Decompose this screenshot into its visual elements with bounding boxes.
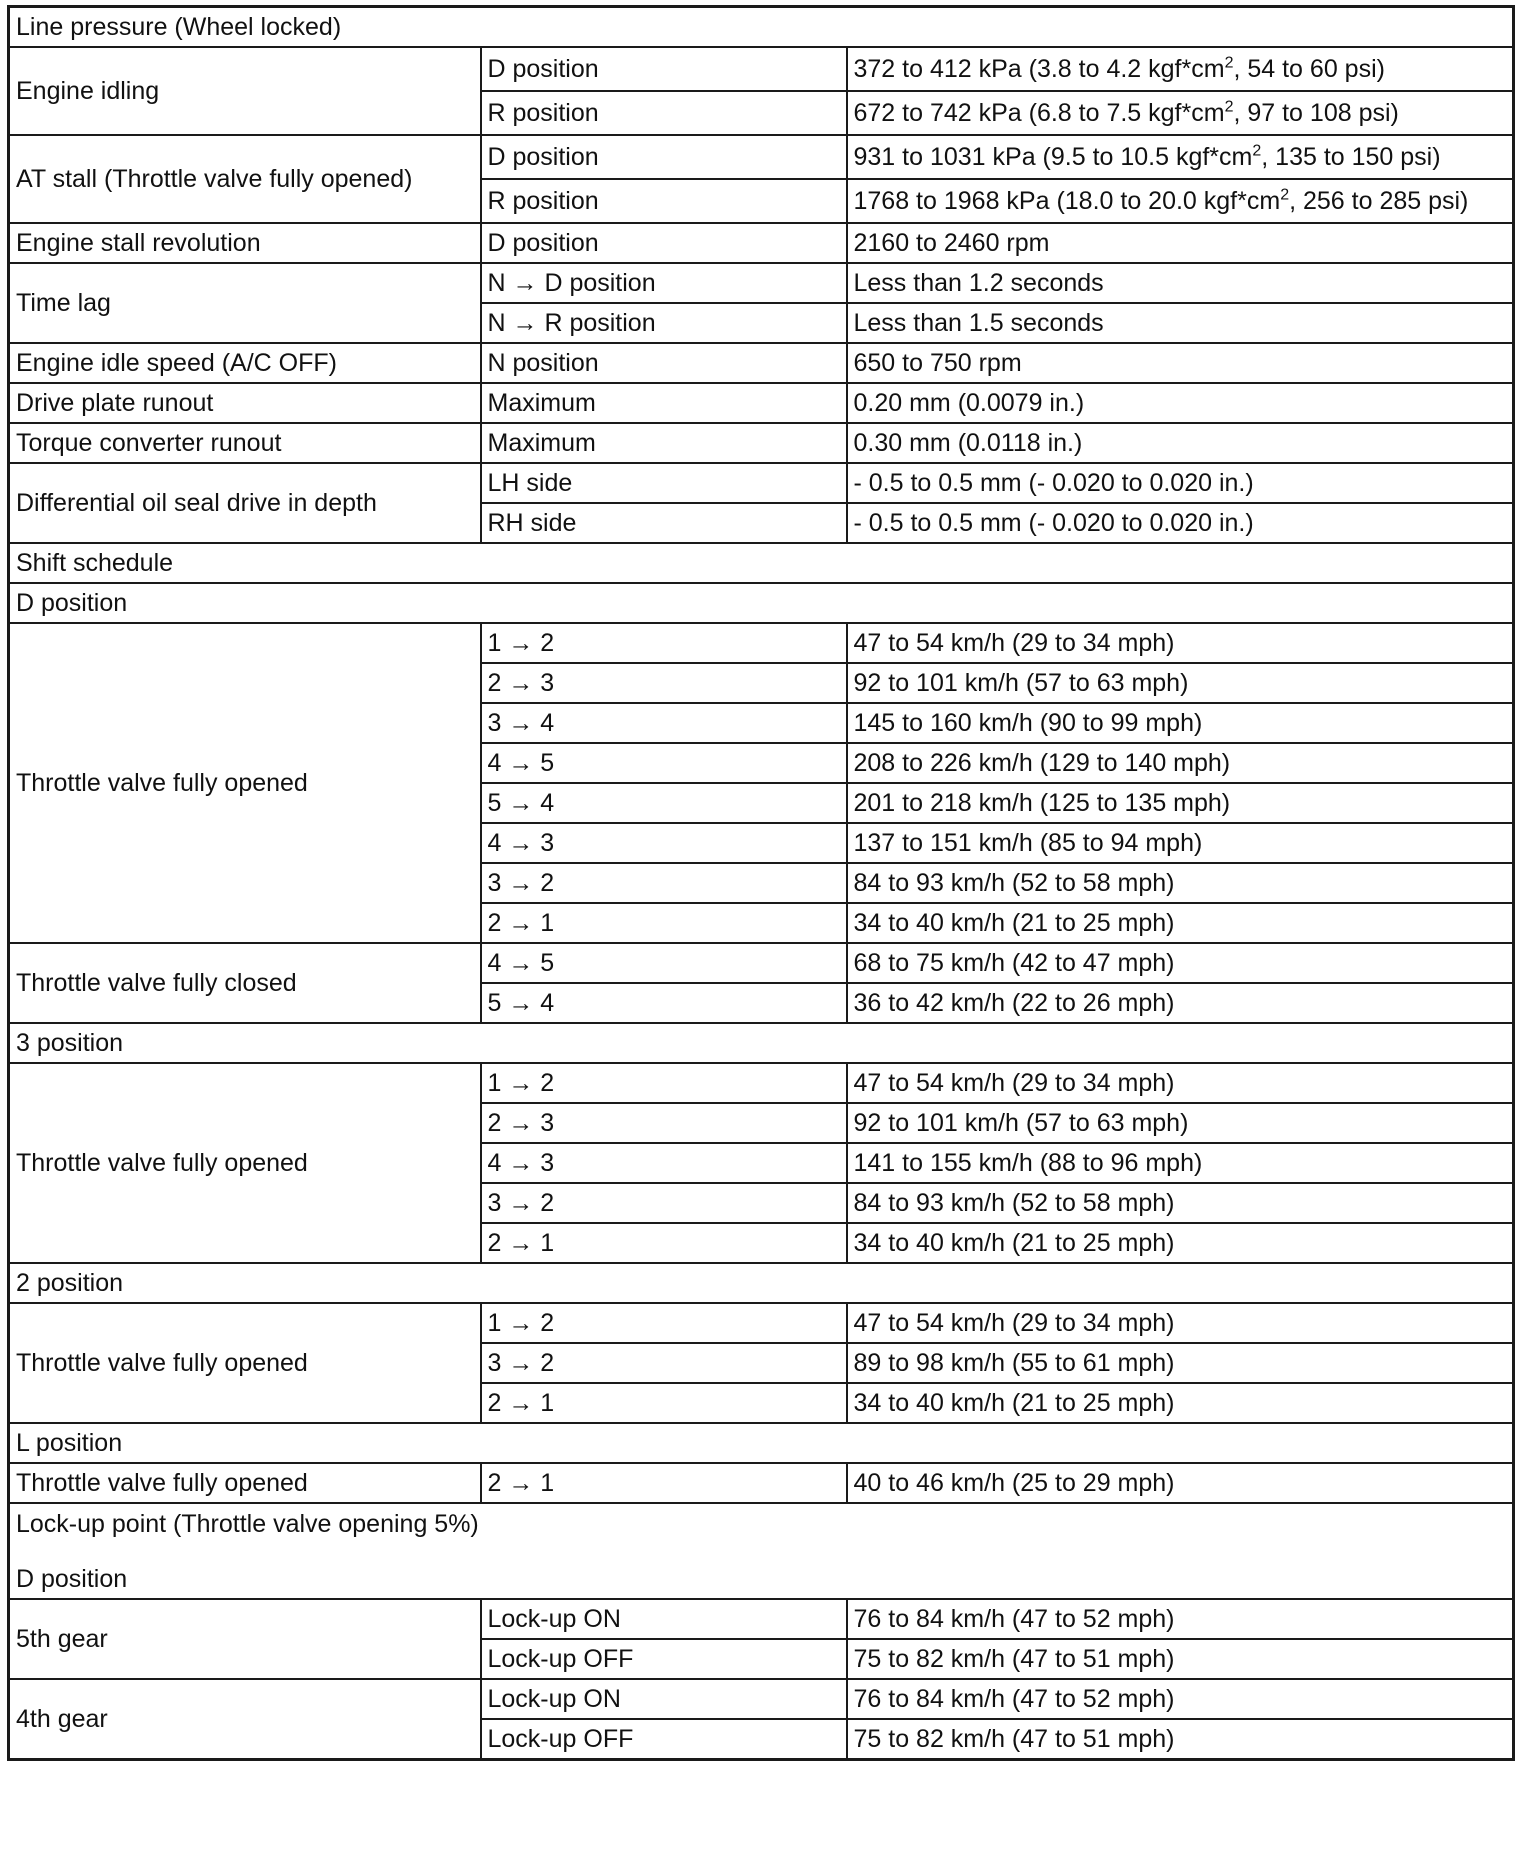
- speed-cell: 34 to 40 km/h (21 to 25 mph): [847, 1223, 1514, 1263]
- speed-cell: 34 to 40 km/h (21 to 25 mph): [847, 1383, 1514, 1423]
- shift-cell: 4 → 3: [481, 1143, 847, 1183]
- table-row: [9, 223, 1514, 263]
- speed-cell: 47 to 54 km/h (29 to 34 mph): [847, 623, 1514, 663]
- value-cell: 650 to 750 rpm: [847, 343, 1514, 383]
- lockup-point-heading: [9, 1503, 1514, 1560]
- condition-cell: D position: [481, 135, 847, 179]
- shift-cell: 2 → 1: [481, 903, 847, 943]
- lockup-state-cell: Lock-up ON: [481, 1679, 847, 1719]
- speed-cell: 36 to 42 km/h (22 to 26 mph): [847, 983, 1514, 1023]
- line-pressure-heading: Line pressure (Wheel locked): [9, 7, 1514, 48]
- table-row: [9, 543, 1514, 583]
- value-cell: 2160 to 2460 rpm: [847, 223, 1514, 263]
- table-row: [9, 383, 1514, 423]
- condition-cell: LH side: [481, 463, 847, 503]
- table-row: [9, 1303, 1514, 1343]
- shift-cell: 3 → 2: [481, 863, 847, 903]
- d-open-label: Throttle valve fully opened: [9, 623, 481, 943]
- lockup-state-cell: Lock-up OFF: [481, 1639, 847, 1679]
- table-row: [9, 343, 1514, 383]
- lockup-state-cell: Lock-up OFF: [481, 1719, 847, 1760]
- value-cell: 672 to 742 kPa (6.8 to 7.5 $kgf*cm^2$, 97 to 108 psi): [847, 91, 1514, 135]
- speed-cell: 84 to 93 km/h (52 to 58 mph): [847, 1183, 1514, 1223]
- speed-cell: 89 to 98 km/h (55 to 61 mph): [847, 1343, 1514, 1383]
- table-row: [9, 7, 1514, 48]
- engine-idling-label: Engine idling: [9, 47, 481, 135]
- table-row: [9, 1679, 1514, 1719]
- shift-cell: 4 → 5: [481, 743, 847, 783]
- shift-cell: 1 → 2: [481, 623, 847, 663]
- shift-cell: 5 → 4: [481, 983, 847, 1023]
- speed-cell: 40 to 46 km/h (25 to 29 mph): [847, 1463, 1514, 1503]
- speed-cell: 76 to 84 km/h (47 to 52 mph): [847, 1679, 1514, 1719]
- speed-cell: 47 to 54 km/h (29 to 34 mph): [847, 1303, 1514, 1343]
- shift-cell: 3 → 2: [481, 1183, 847, 1223]
- table-row: [9, 1263, 1514, 1303]
- shift-cell: 3 → 4: [481, 703, 847, 743]
- table-row: [9, 1063, 1514, 1103]
- shift-schedule-heading: Shift schedule: [9, 543, 1514, 583]
- value-cell: - 0.5 to 0.5 mm (- 0.020 to 0.020 in.): [847, 463, 1514, 503]
- table-row: [9, 623, 1514, 663]
- table-row: [9, 47, 1514, 91]
- speed-cell: 141 to 155 km/h (88 to 96 mph): [847, 1143, 1514, 1183]
- speed-cell: 92 to 101 km/h (57 to 63 mph): [847, 1103, 1514, 1143]
- shift-cell: 5 → 4: [481, 783, 847, 823]
- table-row: [9, 583, 1514, 623]
- condition-cell: D position: [481, 47, 847, 91]
- speed-cell: 92 to 101 km/h (57 to 63 mph): [847, 663, 1514, 703]
- shift-cell: 3 → 2: [481, 1343, 847, 1383]
- speed-cell: 208 to 226 km/h (129 to 140 mph): [847, 743, 1514, 783]
- lockup-d-position-heading: D position: [9, 1560, 1514, 1599]
- table-row: [9, 1599, 1514, 1639]
- condition-cell: N → D position: [481, 263, 847, 303]
- speed-cell: 76 to 84 km/h (47 to 52 mph): [847, 1599, 1514, 1639]
- shift-cell: 2 → 1: [481, 1223, 847, 1263]
- speed-cell: 84 to 93 km/h (52 to 58 mph): [847, 863, 1514, 903]
- table-row: [9, 263, 1514, 303]
- spec-sheet: [7, 5, 1512, 1761]
- l-open-label: Throttle valve fully opened: [9, 1463, 481, 1503]
- shift-cell: 1 → 2: [481, 1303, 847, 1343]
- table-row: [9, 463, 1514, 503]
- l-position-heading: L position: [9, 1423, 1514, 1463]
- table-row: [9, 423, 1514, 463]
- p2-position-heading: 2 position: [9, 1263, 1514, 1303]
- at-stall-label: AT stall (Throttle valve fully opened): [9, 135, 481, 223]
- shift-cell: 2 → 1: [481, 1383, 847, 1423]
- table-row: [9, 1423, 1514, 1463]
- value-cell: - 0.5 to 0.5 mm (- 0.020 to 0.020 in.): [847, 503, 1514, 543]
- table-row: [9, 1463, 1514, 1503]
- speed-cell: 201 to 218 km/h (125 to 135 mph): [847, 783, 1514, 823]
- lockup-state-cell: Lock-up ON: [481, 1599, 847, 1639]
- table-row: [9, 1503, 1514, 1560]
- gear5-label: 5th gear: [9, 1599, 481, 1679]
- d-position-heading: D position: [9, 583, 1514, 623]
- shift-cell: 2 → 1: [481, 1463, 847, 1503]
- speed-cell: 75 to 82 km/h (47 to 51 mph): [847, 1639, 1514, 1679]
- shift-cell: 4 → 5: [481, 943, 847, 983]
- table-row: [9, 1023, 1514, 1063]
- condition-cell: Maximum: [481, 383, 847, 423]
- shift-cell: 2 → 3: [481, 663, 847, 703]
- lockup-point-text: Lock-up point (Throttle valve opening 5%): [16, 1510, 479, 1538]
- speed-cell: 75 to 82 km/h (47 to 51 mph): [847, 1719, 1514, 1760]
- engine-stall-label: Engine stall revolution: [9, 223, 481, 263]
- speed-cell: 34 to 40 km/h (21 to 25 mph): [847, 903, 1514, 943]
- value-cell: Less than 1.2 seconds: [847, 263, 1514, 303]
- speed-cell: 145 to 160 km/h (90 to 99 mph): [847, 703, 1514, 743]
- value-cell: 1768 to 1968 kPa (18.0 to 20.0 $kgf*cm^2$, 256 to 285 psi): [847, 179, 1514, 223]
- table-row: [9, 1560, 1514, 1599]
- value-cell: 0.20 mm (0.0079 in.): [847, 383, 1514, 423]
- value-cell: 372 to 412 kPa (3.8 to 4.2 $kgf*cm^2$, 54 to 60 psi): [847, 47, 1514, 91]
- diff-seal-label: Differential oil seal drive in depth: [9, 463, 481, 543]
- speed-cell: 47 to 54 km/h (29 to 34 mph): [847, 1063, 1514, 1103]
- service-data-table: [7, 5, 1515, 1761]
- torque-converter-label: Torque converter runout: [9, 423, 481, 463]
- condition-cell: R position: [481, 91, 847, 135]
- speed-cell: 137 to 151 km/h (85 to 94 mph): [847, 823, 1514, 863]
- table-row: [9, 135, 1514, 179]
- d-closed-label: Throttle valve fully closed: [9, 943, 481, 1023]
- p3-open-label: Throttle valve fully opened: [9, 1063, 481, 1263]
- time-lag-label: Time lag: [9, 263, 481, 343]
- condition-cell: N → R position: [481, 303, 847, 343]
- condition-cell: Maximum: [481, 423, 847, 463]
- condition-cell: RH side: [481, 503, 847, 543]
- p3-position-heading: 3 position: [9, 1023, 1514, 1063]
- condition-cell: R position: [481, 179, 847, 223]
- condition-cell: N position: [481, 343, 847, 383]
- shift-cell: 4 → 3: [481, 823, 847, 863]
- drive-plate-label: Drive plate runout: [9, 383, 481, 423]
- table-row: [9, 943, 1514, 983]
- p2-open-label: Throttle valve fully opened: [9, 1303, 481, 1423]
- idle-speed-label: Engine idle speed (A/C OFF): [9, 343, 481, 383]
- condition-cell: D position: [481, 223, 847, 263]
- shift-cell: 1 → 2: [481, 1063, 847, 1103]
- value-cell: 931 to 1031 kPa (9.5 to 10.5 $kgf*cm^2$, 135 to 150 psi): [847, 135, 1514, 179]
- speed-cell: 68 to 75 km/h (42 to 47 mph): [847, 943, 1514, 983]
- value-cell: Less than 1.5 seconds: [847, 303, 1514, 343]
- shift-cell: 2 → 3: [481, 1103, 847, 1143]
- gear4-label: 4th gear: [9, 1679, 481, 1760]
- value-cell: 0.30 mm (0.0118 in.): [847, 423, 1514, 463]
